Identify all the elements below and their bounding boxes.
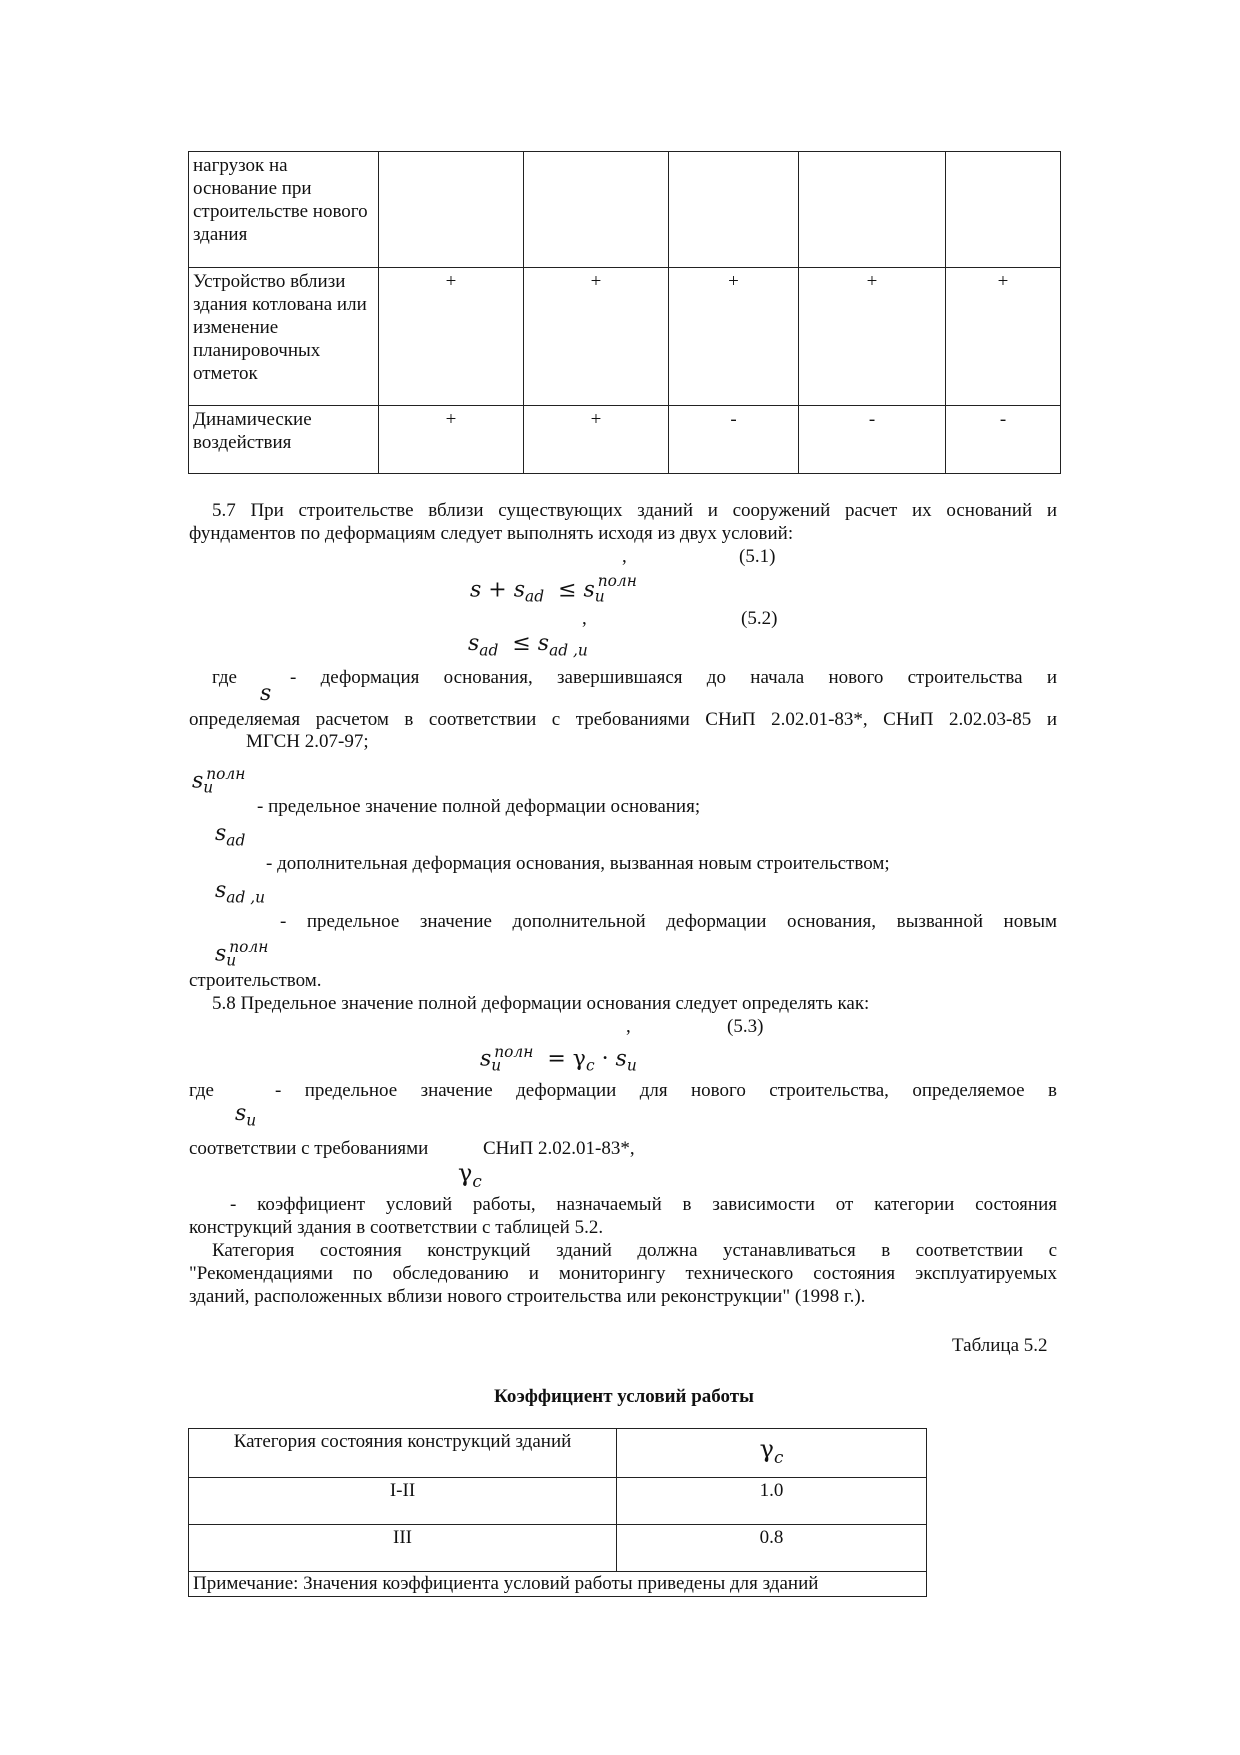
table-cell-mark: + [669, 268, 799, 406]
symbol-sad: $s_{ad}$ [215, 821, 246, 850]
symbol-su-full-2: $s_u^{полн}$ [215, 938, 269, 970]
symbol-s: s [260, 681, 272, 706]
where-label: где [212, 667, 237, 688]
table-cell-label: нагрузок на основание при строительстве нового здания [189, 152, 379, 268]
def-su-full: - предельное значение полной деформации основания; [257, 796, 701, 817]
equation-5-1-number: (5.1) [739, 546, 776, 567]
table-cell-mark: + [379, 406, 524, 474]
header-category: Категория состояния конструкций зданий [189, 1429, 617, 1478]
table-cell-mark [669, 152, 799, 268]
equation-5-2-number: (5.2) [741, 608, 778, 629]
equation-5-1: $s + s_{ad} \le s_u^{полн}$ [470, 572, 637, 606]
where-s-line3: МГСН 2.07-97; [246, 731, 369, 752]
equation-5-3: $s_u^{полн} = \gamma_c \cdot s_u$ [480, 1043, 637, 1075]
def-sad: - дополнительная деформация основания, вызванная новым строительством; [266, 853, 890, 874]
where-label-2: где [189, 1080, 214, 1101]
table-cell-value: 1.0 [617, 1477, 927, 1524]
symbol-sadu: $s_{ad ,u}$ [215, 878, 266, 907]
table-header-row [189, 1429, 927, 1478]
table-row [189, 1477, 927, 1524]
deformation-factors-table [188, 151, 1061, 474]
category-line2: "Рекомендациями по обследованию и мониторингу технического состояния эксплуатируемых [189, 1263, 1057, 1284]
table-cell-label: Динамические воздействия [189, 406, 379, 474]
symbol-su: $s_u$ [235, 1101, 257, 1130]
table-label: Таблица 5.2 [952, 1335, 1048, 1356]
table-cell-mark: + [524, 268, 669, 406]
table-cell-category: III [189, 1524, 617, 1571]
table-cell-category: I-II [189, 1477, 617, 1524]
table-cell-mark: + [946, 268, 1061, 406]
table-cell-mark: - [799, 406, 946, 474]
table-row [189, 152, 1061, 268]
equation-5-2-comma: , [582, 608, 587, 629]
where-su-ref: СНиП 2.02.01-83*, [483, 1138, 635, 1159]
def-sadu-line1: - предельное значение дополнительной деформации основания, вызванной новым [280, 911, 1057, 932]
table-cell-mark: - [946, 406, 1061, 474]
paragraph-5-7-line1: 5.7 При строительстве вблизи существующих зданий и сооружений расчет их оснований и [212, 500, 1057, 521]
gamma-line2: конструкций здания в соответствии с таблицей 5.2. [189, 1217, 604, 1238]
table-row [189, 406, 1061, 474]
table-cell-mark: + [524, 406, 669, 474]
table-cell-mark: - [669, 406, 799, 474]
table-5-2 [188, 1428, 927, 1597]
table-cell-label: Устройство вблизи здания котлована или изменение планировочных отметок [189, 268, 379, 406]
where-s-line2: определяемая расчетом в соответствии с требованиями СНиП 2.02.01-83*, СНиП 2.02.03-85 и [189, 709, 1057, 730]
table-cell-mark [524, 152, 669, 268]
where-su-line2: соответствии с требованиями [189, 1138, 429, 1159]
table-row [189, 1524, 927, 1571]
def-sadu-line2: строительством. [189, 970, 322, 991]
equation-5-2: $s_{ad} \le s_{ad ,u}$ [468, 631, 588, 660]
table-row [189, 268, 1061, 406]
table-cell-mark: + [799, 268, 946, 406]
equation-5-3-comma: , [626, 1016, 631, 1037]
where-s-line1: - деформация основания, завершившаяся до начала нового строительства и [290, 667, 1057, 688]
category-line1: Категория состояния конструкций зданий должна устанавливаться в соответствии с [212, 1240, 1057, 1261]
paragraph-5-7-line2: фундаментов по деформациям следует выполнять исходя из двух условий: [189, 523, 794, 544]
paragraph-5-8: 5.8 Предельное значение полной деформации основания следует определять как: [212, 993, 870, 1014]
category-line3: зданий, расположенных вблизи нового строительства или реконструкции" (1998 г.). [189, 1286, 866, 1307]
table-title: Коэффициент условий работы [494, 1386, 754, 1407]
equation-5-1-comma: , [622, 546, 627, 567]
table-cell-mark [799, 152, 946, 268]
header-gamma: $\gamma_c$ [617, 1429, 927, 1478]
gamma-line1: - коэффициент условий работы, назначаемый в зависимости от категории состояния [230, 1194, 1057, 1215]
table-note: Примечание: Значения коэффициента условий работы приведены для зданий [189, 1571, 927, 1596]
table-cell-value: 0.8 [617, 1524, 927, 1571]
table-row [189, 1571, 927, 1596]
where-su-line1: - предельное значение деформации для нового строительства, определяемое в [275, 1080, 1057, 1101]
table-cell-mark [379, 152, 524, 268]
table-cell-mark [946, 152, 1061, 268]
symbol-gamma-c: $\gamma_c$ [458, 1159, 482, 1191]
symbol-su-full: $s_u^{полн}$ [192, 765, 246, 797]
table-cell-mark: + [379, 268, 524, 406]
equation-5-3-number: (5.3) [727, 1016, 764, 1037]
